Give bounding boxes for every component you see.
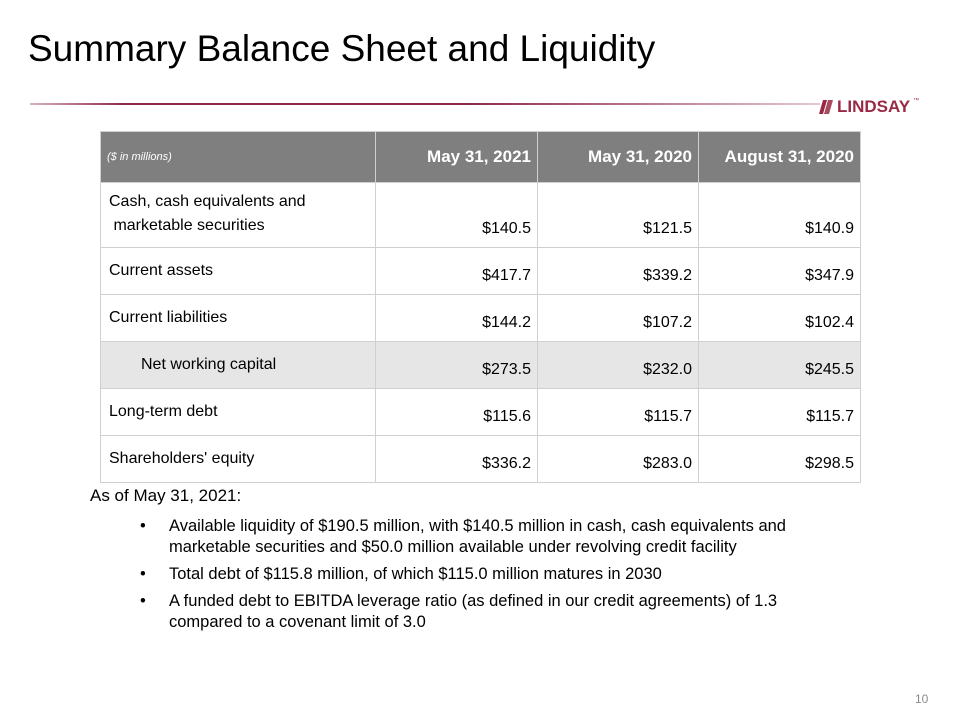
bullet-text: Total debt of $115.8 million, of which $115.0 million matures in 2030 — [169, 565, 662, 583]
row-label: Shareholders' equity — [101, 436, 376, 483]
cell-value: $121.5 — [538, 183, 699, 248]
as-of-heading: As of May 31, 2021: — [90, 486, 242, 505]
bullet-text: A funded debt to EBITDA leverage ratio (as defined in our credit agreements) of 1.3 — [169, 592, 778, 610]
cell-value: $140.9 — [699, 183, 861, 248]
cell-value: $245.5 — [699, 342, 861, 389]
bullet-item — [140, 564, 870, 585]
cell-value: $298.5 — [699, 436, 861, 483]
row-label: Long-term debt — [101, 389, 376, 436]
title-divider — [30, 103, 820, 105]
bullet-item — [140, 591, 870, 633]
logo-wordmark: LINDSAY — [837, 97, 911, 116]
cell-value: $273.5 — [376, 342, 538, 389]
table-row — [101, 389, 861, 436]
cell-value: $232.0 — [538, 342, 699, 389]
cell-value: $417.7 — [376, 248, 538, 295]
table-row — [101, 436, 861, 483]
column-header: August 31, 2020 — [699, 132, 861, 183]
logo-trademark: ™ — [913, 98, 920, 104]
cell-value: $140.5 — [376, 183, 538, 248]
liquidity-bullet-list — [140, 516, 870, 639]
cell-value: $102.4 — [699, 295, 861, 342]
bullet-item — [140, 516, 870, 558]
units-label: ($ in millions) — [101, 132, 376, 183]
bullet-marker: • — [140, 517, 146, 535]
cell-value: $115.7 — [699, 389, 861, 436]
row-label: Current liabilities — [101, 295, 376, 342]
table-row — [101, 183, 861, 248]
table-row-subtotal — [101, 342, 861, 389]
cell-value: $283.0 — [538, 436, 699, 483]
cell-value: $144.2 — [376, 295, 538, 342]
table-row — [101, 248, 861, 295]
row-label: Current assets — [101, 248, 376, 295]
table-row — [101, 295, 861, 342]
cell-value: $336.2 — [376, 436, 538, 483]
bullet-text: marketable securities and $50.0 million available under revolving credit facility — [169, 538, 737, 556]
bullet-text: Available liquidity of $190.5 million, with $140.5 million in cash, cash equivalents and — [169, 517, 786, 535]
table-header-row — [101, 132, 861, 183]
bullet-text: compared to a covenant limit of 3.0 — [169, 613, 426, 631]
cell-value: $107.2 — [538, 295, 699, 342]
column-header: May 31, 2020 — [538, 132, 699, 183]
page-title: Summary Balance Sheet and Liquidity — [28, 28, 656, 69]
cell-value: $115.7 — [538, 389, 699, 436]
cell-value: $339.2 — [538, 248, 699, 295]
bullet-marker: • — [140, 592, 146, 610]
row-label-line: Cash, cash equivalents and — [109, 193, 306, 210]
company-logo — [818, 97, 919, 117]
row-label: Net working capital — [101, 342, 376, 389]
cell-value: $115.6 — [376, 389, 538, 436]
bullet-marker: • — [140, 565, 146, 583]
column-header: May 31, 2021 — [376, 132, 538, 183]
lindsay-logo-mark-icon — [818, 99, 834, 115]
row-label-line: marketable securities — [109, 217, 265, 234]
row-label — [101, 183, 376, 248]
page-number: 10 — [915, 692, 929, 706]
balance-sheet-table — [100, 131, 861, 483]
cell-value: $347.9 — [699, 248, 861, 295]
